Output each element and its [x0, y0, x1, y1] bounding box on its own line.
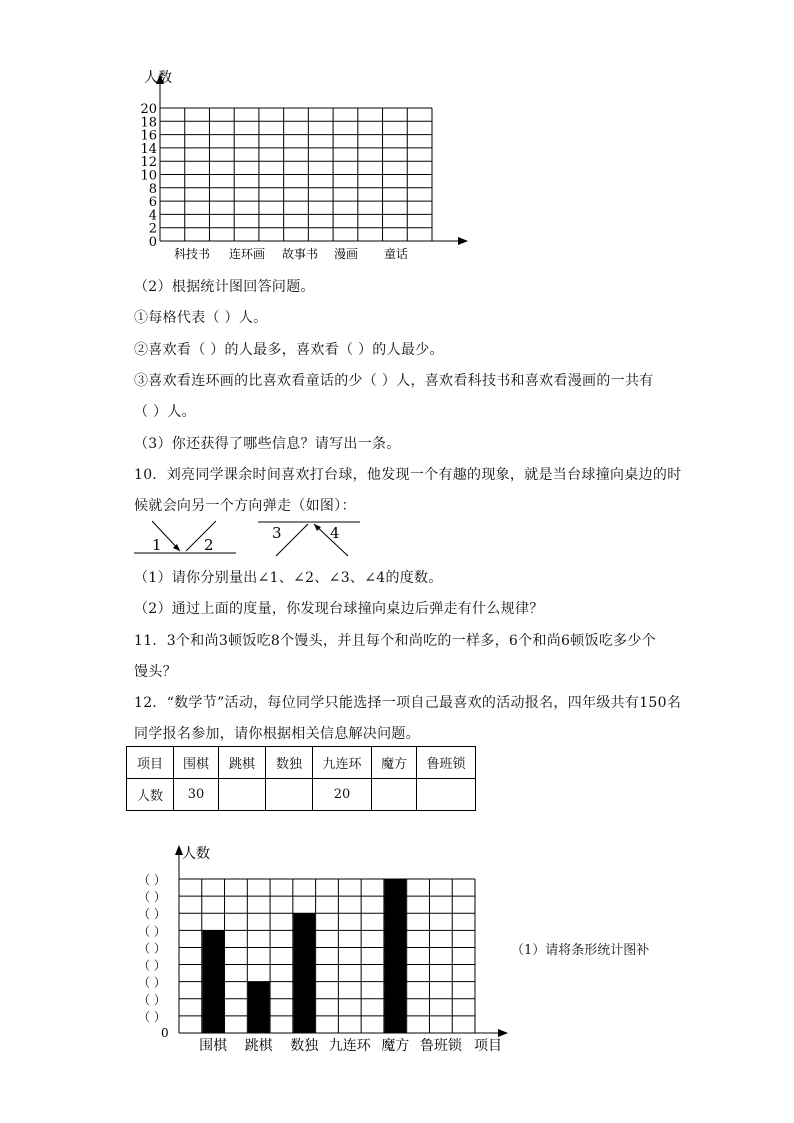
table-cell — [372, 779, 417, 811]
category-label: 数独 — [290, 1038, 319, 1054]
bar-魔方 — [384, 879, 406, 1033]
y-tick-label: 8 — [148, 181, 157, 197]
y-tick-label: 12 — [140, 155, 157, 171]
y-tick-label: 2 — [148, 221, 157, 237]
question-2: （2）根据统计图回答问题。 — [134, 279, 315, 295]
angle-1-label: 1 — [152, 536, 162, 554]
bar-chart-2 — [130, 835, 520, 1060]
table-cell: 20 — [313, 779, 372, 811]
table-cell — [417, 779, 476, 811]
chart1-categories — [174, 246, 408, 261]
chart2-y-ticks — [138, 873, 166, 1024]
y-tick-label: 4 — [148, 208, 157, 224]
problem-10-line2: 候就会向另一个方向弹走（如图）： — [134, 498, 356, 514]
question-2-2: ②喜欢看（ ）的人最多，喜欢看（ ）的人最少。 — [134, 342, 444, 358]
angle-4-label: 4 — [330, 524, 340, 542]
problem-12-line1: 12．“数学节”活动，每位同学只能选择一项自己最喜欢的活动报名，四年级共有150名 — [134, 695, 682, 711]
y-tick-label: 10 — [140, 168, 157, 184]
grid-chart-1 — [130, 60, 480, 270]
problem-10-q1: （1）请你分别量出∠1、∠2、∠3、∠4的度数。 — [134, 570, 443, 586]
y-tick-label: 20 — [140, 102, 157, 117]
problem-12-line2: 同学报名参加，请你根据相关信息解决问题。 — [134, 726, 420, 742]
category-label: 连环画 — [228, 247, 266, 261]
y-tick-label: 14 — [140, 141, 157, 157]
chart2-y-label: 人数 — [182, 846, 210, 862]
table-cell: 鲁班锁 — [417, 747, 476, 779]
table-cell — [266, 779, 313, 811]
y-tick-label: 16 — [140, 128, 157, 144]
bar-数独 — [293, 913, 315, 1033]
table-cell: 跳棋 — [219, 747, 266, 779]
y-tick-blank: （ ） — [138, 890, 166, 905]
table-cell: 数独 — [266, 747, 313, 779]
question-3: （3）你还获得了哪些信息？请写出一条。 — [134, 436, 401, 452]
question-12-1: （1）请将条形统计图补 — [511, 943, 650, 958]
y-tick-blank: （ ） — [138, 924, 166, 939]
y-tick-blank: （ ） — [138, 992, 166, 1007]
category-label: 魔方 — [381, 1038, 410, 1054]
problem-11-line1: 11．3个和尚3顿饭吃8个馒头，并且每个和尚吃的一样多，6个和尚6顿饭吃多少个 — [134, 633, 657, 649]
table-cell: 九连环 — [313, 747, 372, 779]
y-tick-blank: （ ） — [138, 907, 166, 922]
table-row — [127, 747, 476, 779]
bar-跳棋 — [248, 982, 270, 1033]
y-tick-blank: （ ） — [138, 975, 166, 990]
chart2-zero: 0 — [161, 1026, 169, 1040]
table-cell: 人数 — [127, 779, 174, 811]
problem-11-line2: 馒头？ — [134, 664, 177, 680]
category-label: 九连环 — [328, 1038, 371, 1054]
y-tick-blank: （ ） — [138, 941, 166, 956]
category-label: 漫画 — [333, 247, 359, 261]
table-cell: 围棋 — [174, 747, 219, 779]
table-cell: 魔方 — [372, 747, 417, 779]
category-label: 跳棋 — [244, 1038, 273, 1054]
angle-figure-1 — [132, 518, 240, 558]
y-tick-label: 18 — [140, 115, 157, 131]
category-label: 童话 — [383, 247, 409, 261]
chart2-categories — [199, 1037, 463, 1054]
question-2-3b: （ ）人。 — [134, 404, 196, 420]
chart1-y-ticks — [140, 102, 157, 250]
question-2-3a: ③喜欢看连环画的比喜欢看童话的少（ ）人，喜欢看科技书和喜欢看漫画的一共有 — [134, 373, 654, 389]
table-cell: 30 — [174, 779, 219, 811]
table-cell — [219, 779, 266, 811]
category-label: 围棋 — [199, 1038, 228, 1054]
category-label: 科技书 — [173, 247, 211, 261]
y-tick-blank: （ ） — [138, 958, 166, 973]
bar-围棋 — [202, 930, 224, 1033]
category-label: 鲁班锁 — [419, 1038, 462, 1054]
question-2-1: ①每格代表（ ）人。 — [134, 310, 268, 326]
signup-table — [126, 746, 476, 811]
y-tick-blank: （ ） — [138, 873, 166, 887]
table-row — [127, 779, 476, 811]
y-tick-label: 6 — [148, 195, 157, 211]
problem-10-line1: 10．刘亮同学课余时间喜欢打台球，他发现一个有趣的现象，就是当台球撞向桌边的时 — [134, 467, 682, 483]
problem-10-q2: （2）通过上面的度量，你发现台球撞向桌边后弹走有什么规律？ — [134, 601, 544, 617]
chart1-y-label: 人数 — [144, 70, 172, 86]
table-cell: 项目 — [127, 747, 174, 779]
angle-3-label: 3 — [272, 524, 282, 542]
category-label: 故事书 — [281, 247, 319, 261]
angle-figure-2 — [256, 518, 364, 558]
chart2-x-label: 项目 — [474, 1038, 502, 1054]
y-tick-blank: （ ） — [138, 1009, 166, 1024]
chart1-grid — [160, 108, 432, 241]
chart2-bars — [202, 879, 406, 1033]
y-tick-label: 0 — [148, 235, 157, 250]
angle-2-label: 2 — [204, 536, 214, 554]
